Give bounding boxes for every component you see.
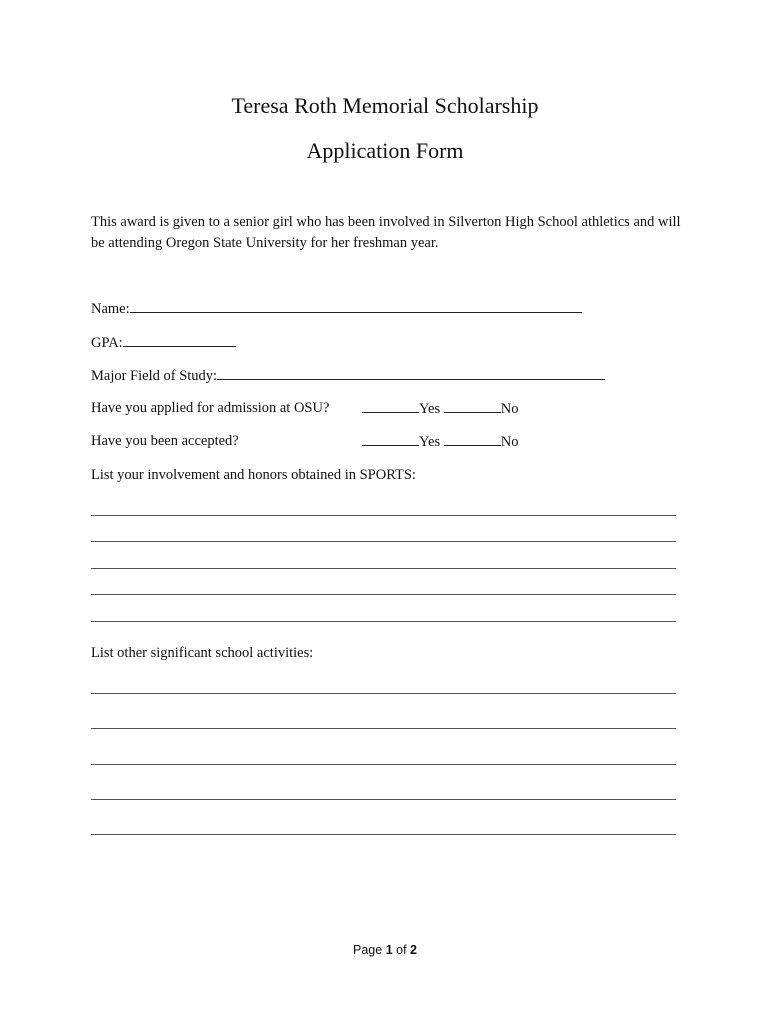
gpa-label: GPA: [91, 335, 123, 351]
sports-line[interactable] [91, 541, 676, 542]
page-word: Page [353, 943, 383, 957]
accepted-options [362, 431, 518, 452]
major-label: Major Field of Study: [91, 368, 218, 384]
sports-line[interactable] [91, 594, 676, 595]
accepted-no-label: No [500, 434, 519, 450]
form-title: Teresa Roth Memorial Scholarship [231, 93, 539, 118]
gpa-row [91, 332, 236, 353]
accepted-question: Have you been accepted? [91, 433, 239, 449]
sports-line[interactable] [91, 621, 676, 622]
accepted-yes-field[interactable] [362, 431, 419, 446]
major-row [91, 365, 605, 386]
name-row [91, 298, 582, 319]
applied-no-field[interactable] [444, 398, 501, 413]
name-field[interactable] [130, 298, 582, 313]
applied-options [362, 398, 518, 419]
applied-question: Have you applied for admission at OSU? [91, 400, 330, 416]
gpa-field[interactable] [123, 332, 236, 347]
sports-line[interactable] [91, 568, 676, 569]
applied-yes-field[interactable] [362, 398, 419, 413]
name-label: Name: [91, 301, 130, 317]
activities-line[interactable] [91, 834, 676, 835]
form-subtitle: Application Form [306, 138, 464, 163]
activities-line[interactable] [91, 693, 676, 694]
of-word: of [396, 943, 407, 957]
major-field[interactable] [217, 365, 605, 380]
activities-line[interactable] [91, 764, 676, 765]
page-total: 2 [410, 943, 417, 957]
sports-line[interactable] [91, 515, 676, 516]
applied-yes-label: Yes [419, 401, 441, 417]
sports-label: List your involvement and honors obtained in SPORTS: [91, 467, 416, 483]
accepted-no-field[interactable] [444, 431, 501, 446]
page-footer [0, 943, 770, 957]
activities-label: List other significant school activities: [91, 645, 314, 661]
intro-paragraph: This award is given to a senior girl who has been involved in Silverton High School athletics and will be attending Oregon State University for her freshman year. [91, 214, 681, 251]
accepted-yes-label: Yes [419, 434, 441, 450]
activities-line[interactable] [91, 728, 676, 729]
applied-no-label: No [500, 401, 519, 417]
page-current: 1 [385, 943, 393, 957]
activities-line[interactable] [91, 799, 676, 800]
